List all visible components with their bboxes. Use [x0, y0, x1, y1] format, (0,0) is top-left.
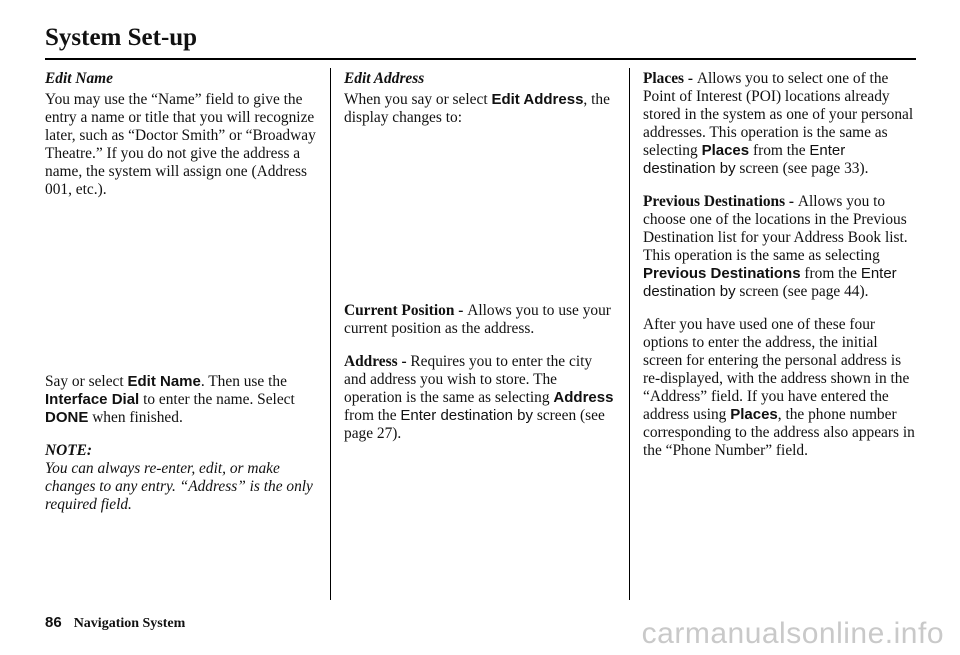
- text: After you have used one of these four options to enter the address, the initial screen for entering the personal address is re-displayed, with the address shown in the “Address” field. If you have entered the address using: [643, 316, 910, 423]
- column-edit-name: [45, 70, 317, 529]
- page-footer: [45, 614, 185, 632]
- note-text: You can always re-enter, edit, or make changes to any entry. “Address” is the only required field.: [45, 460, 313, 513]
- done-term: DONE: [45, 409, 89, 426]
- watermark: carmanualsonline.info: [641, 617, 944, 650]
- address-paragraph: [344, 353, 618, 443]
- image-placeholder: [344, 142, 618, 302]
- text: When you say or select: [344, 91, 492, 108]
- current-position-label: Current Position -: [344, 302, 468, 319]
- header-rule: [45, 58, 916, 60]
- text: screen (see page 33).: [735, 160, 869, 177]
- text: from the: [344, 407, 401, 424]
- enter-destination-term: Enter destination by: [643, 265, 897, 300]
- places-label: Places -: [643, 70, 697, 87]
- text: Requires you to enter the city and address you wish to store. The operation is the same as selecting: [344, 353, 593, 406]
- column-edit-address: [344, 70, 618, 458]
- edit-name-paragraph: You may use the “Name” field to give the entry a name or title that you will recognize later, such as “Doctor Smith” or “Broadway Theatre.” If you do not give the address a name, the system will assign one (Address 001, etc.).: [45, 91, 316, 198]
- edit-address-term: Edit Address: [491, 91, 584, 108]
- after-options-paragraph: [643, 316, 917, 460]
- previous-destinations-paragraph: [643, 193, 917, 301]
- edit-address-intro: [344, 91, 618, 127]
- image-placeholder: [45, 214, 317, 373]
- places-term: Places: [730, 406, 778, 423]
- text: to enter the name. Select: [139, 391, 295, 408]
- text: when finished.: [88, 409, 183, 426]
- edit-name-term: Edit Name: [127, 373, 201, 390]
- text: , the phone number corresponding to the address also appears in the “Phone Number” field.: [643, 406, 915, 459]
- text: Allows you to select one of the Point of Interest (POI) locations already stored in the system as one of your personal addresses. This operation is the same as selecting: [643, 70, 914, 159]
- interface-dial-term: Interface Dial: [45, 391, 140, 408]
- text: from the: [749, 142, 810, 159]
- edit-name-instructions: [45, 373, 317, 427]
- enter-destination-term: Enter destination by: [643, 142, 846, 177]
- text: screen (see page 44).: [735, 283, 869, 300]
- places-term: Places: [701, 142, 750, 159]
- text: Allows you to use your current position as the address.: [344, 302, 611, 337]
- page-title: System Set-up: [45, 24, 198, 51]
- places-paragraph: [643, 70, 917, 178]
- current-position-paragraph: [344, 302, 618, 338]
- enter-destination-term: Enter destination by: [400, 407, 534, 424]
- text: Allows you to choose one of the locations in the Previous Destination list for your Address Book list. This operation is the same as selecting: [643, 193, 908, 264]
- page-number: 86: [45, 614, 62, 631]
- text: from the: [800, 265, 861, 282]
- address-label: Address -: [344, 353, 411, 370]
- note-heading: NOTE:: [45, 442, 93, 459]
- previous-destinations-term: Previous Destinations: [643, 265, 801, 282]
- text: , the display changes to:: [344, 91, 610, 126]
- previous-destinations-label: Previous Destinations -: [643, 193, 798, 210]
- column-options: [643, 70, 917, 475]
- column-divider-right: [629, 68, 630, 600]
- edit-name-heading: Edit Name: [45, 70, 113, 87]
- text: Say or select: [45, 373, 128, 390]
- text: . Then use the: [200, 373, 287, 390]
- address-term: Address: [553, 389, 614, 406]
- footer-section: Navigation System: [73, 616, 186, 631]
- text: screen (see page 27).: [344, 407, 605, 442]
- column-divider-left: [330, 68, 331, 600]
- edit-address-heading: Edit Address: [344, 70, 425, 87]
